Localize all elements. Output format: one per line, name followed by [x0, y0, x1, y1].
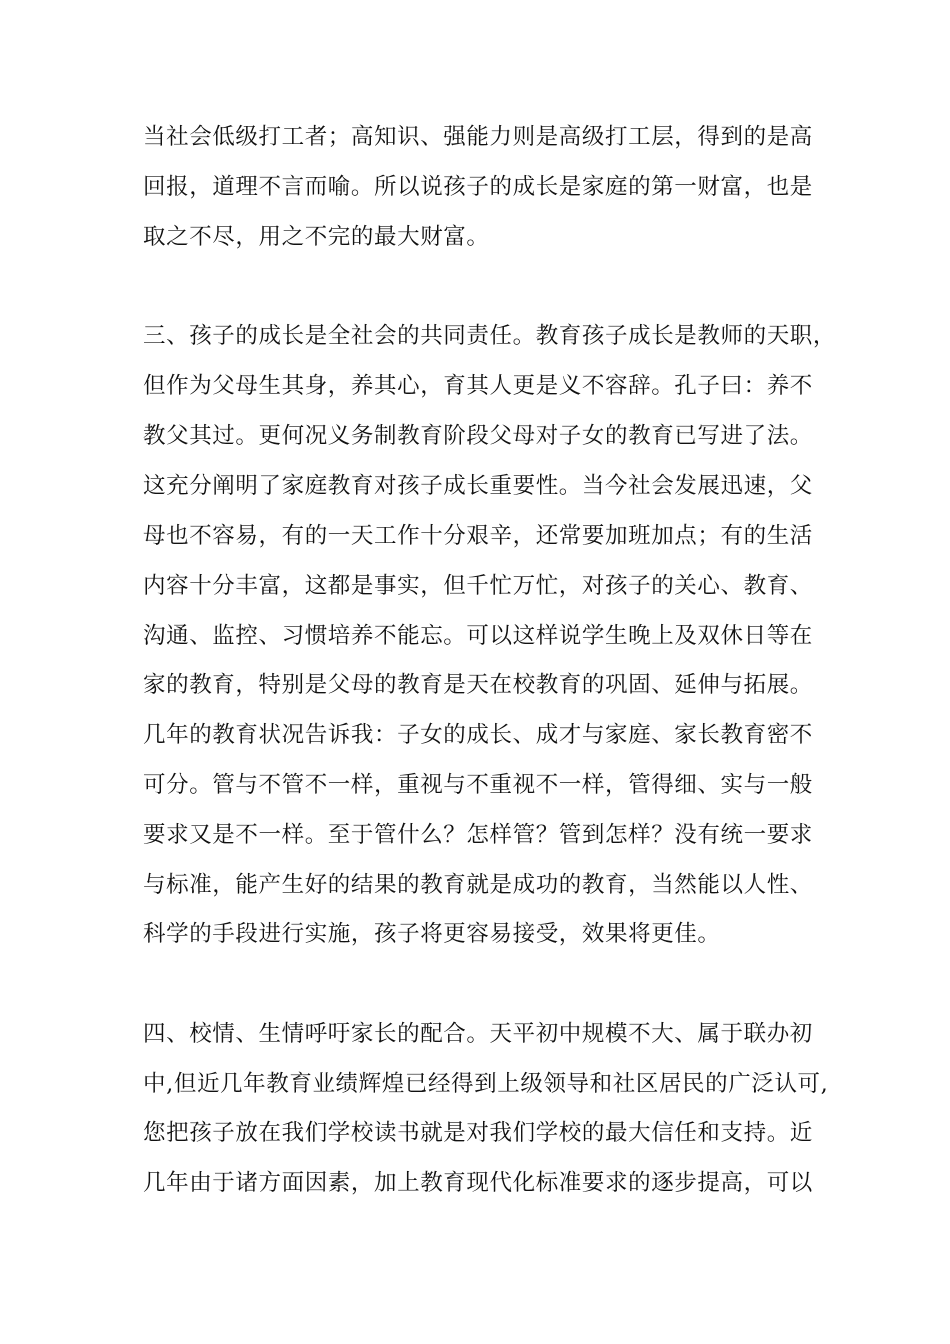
paragraph-1-line-2: 回报，道理不言而喻。所以说孩子的成长是家庭的第一财富，也是 — [143, 174, 813, 200]
paragraph-2-line-2: 但作为父母生其身，养其心，育其人更是义不容辞。孔子曰：养不 — [143, 373, 813, 399]
paragraph-1-line-3: 取之不尽，用之不完的最大财富。 — [143, 224, 490, 250]
paragraph-2-line-1: 三、孩子的成长是全社会的共同责任。教育孩子成长是教师的天职， — [143, 323, 837, 349]
paragraph-3-line-1: 四、校情、生情呼吁家长的配合。天平初中规模不大、属于联办初 — [143, 1021, 813, 1047]
paragraph-1-line-1: 当社会低级打工者；高知识、强能力则是高级打工层，得到的是高 — [143, 124, 813, 150]
paragraph-2-line-8: 家的教育，特别是父母的教育是天在校教育的巩固、延伸与拓展。 — [143, 672, 813, 698]
paragraph-3-line-3: 您把孩子放在我们学校读书就是对我们学校的最大信任和支持。近 — [143, 1120, 813, 1146]
paragraph-2-line-9: 几年的教育状况告诉我：子女的成长、成才与家庭、家长教育密不 — [143, 722, 813, 748]
paragraph-3-line-4: 几年由于诸方面因素，加上教育现代化标准要求的逐步提高，可以 — [143, 1170, 813, 1196]
paragraph-2-line-5: 母也不容易，有的一天工作十分艰辛，还常要加班加点；有的生活 — [143, 523, 813, 549]
paragraph-2-line-7: 沟通、监控、习惯培养不能忘。可以这样说学生晚上及双休日等在 — [143, 623, 813, 649]
paragraph-2-line-6: 内容十分丰富，这都是事实，但千忙万忙，对孩子的关心、教育、 — [143, 573, 813, 599]
paragraph-2-line-11: 要求又是不一样。至于管什么？怎样管？管到怎样？没有统一要求 — [143, 822, 813, 848]
paragraph-2-line-12: 与标准，能产生好的结果的教育就是成功的教育，当然能以人性、 — [143, 872, 813, 898]
paragraph-2-line-10: 可分。管与不管不一样，重视与不重视不一样，管得细、实与一般 — [143, 772, 813, 798]
paragraph-3-line-2: 中,但近几年教育业绩辉煌已经得到上级领导和社区居民的广泛认可, — [143, 1071, 829, 1097]
paragraph-2-line-13: 科学的手段进行实施，孩子将更容易接受，效果将更佳。 — [143, 921, 721, 947]
paragraph-2-line-3: 教父其过。更何况义务制教育阶段父母对子女的教育已写进了法。 — [143, 423, 813, 449]
paragraph-2-line-4: 这充分阐明了家庭教育对孩子成长重要性。当今社会发展迅速，父 — [143, 473, 813, 499]
